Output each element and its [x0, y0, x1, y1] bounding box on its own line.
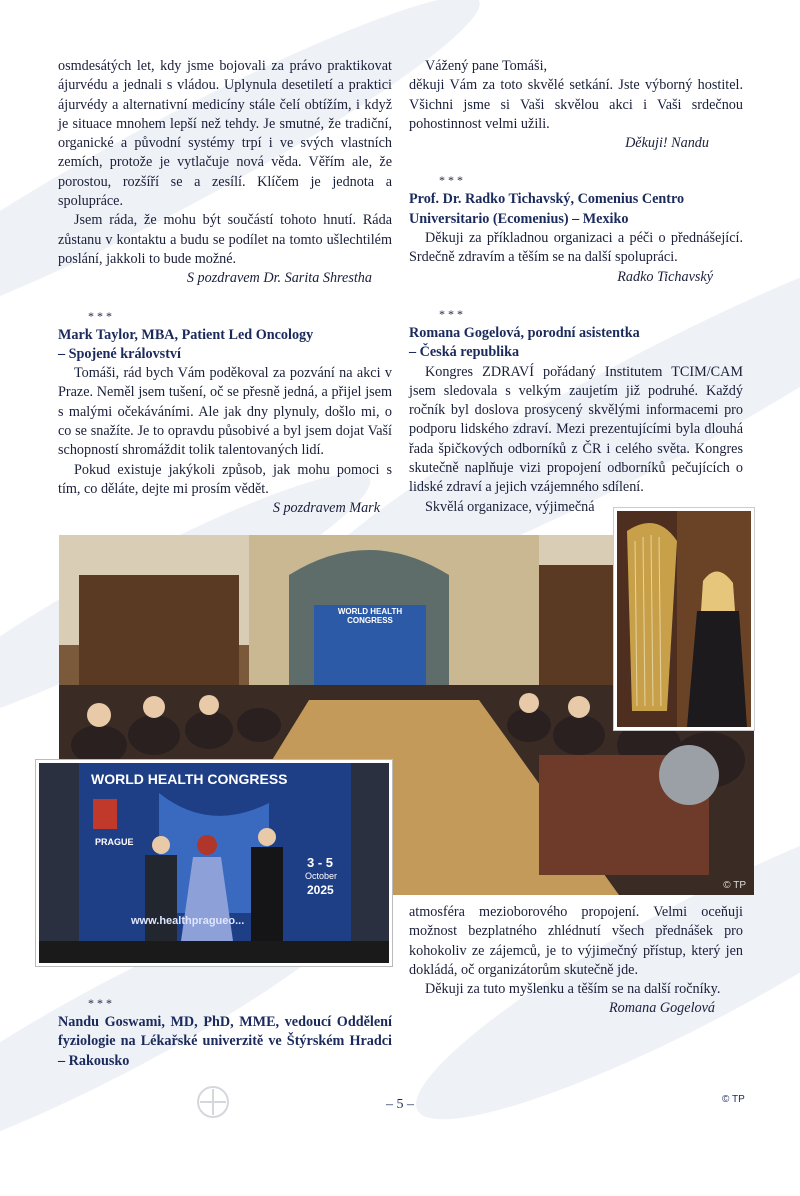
stage-banner-dates: 3 - 5 — [307, 855, 334, 870]
body-paragraph: děkuji Vám za toto skvělé setkání. Jste výborný hostitel. Všichni jsme si Vaši skvělou akci i Vaši srdečnou pohostinnost velmi užili. — [409, 77, 743, 132]
hall-banner-text: WORLD HEALTH CONGRESS — [337, 607, 403, 625]
signature: Děkuji! Nandu — [625, 135, 709, 152]
stage-banner-year: 2025 — [307, 883, 334, 897]
body-paragraph: atmosféra mezioborového propojení. Velmi oceňuji možnost bezplatného zhlédnutí všech přednášek pro kohokoliv ze zájemců, je to výjimečný přístup, který jen dokládá, oč organizátorům skutečně jde. — [409, 904, 743, 978]
body-paragraph: Děkuji za tuto myšlenku a těším se na další ročníky. — [425, 981, 721, 998]
section-heading: Mark Taylor, MBA, Patient Led Oncology — [58, 326, 314, 343]
signature: S pozdravem Mark — [272, 500, 380, 517]
signature: S pozdravem Dr. Sarita Shrestha — [186, 270, 372, 287]
stage-banner-city: PRAGUE — [95, 837, 134, 847]
body-paragraph: osmdesátých let, kdy jsme bojovali za právo praktikovat ájurvédu a jednali s vládou. Uplynula desetiletí a praktici ájurvédy a alternativní medicíny stále čelí obtížím, i když je situace mnohem lepší než tehdy. Je smutné, že tradiční, organické a původní systémy trpí i ve svých vlastních zemích, protože je vytlačuje nová věda. Věřím ale, že porostou, rozšíří se a zesílí. Klíčem je jednota a spolupráce. — [58, 58, 392, 210]
signature: Radko Tichavský — [617, 268, 713, 285]
section-heading: – Spojené království — [58, 345, 181, 362]
right-column-top — [409, 57, 743, 517]
section-heading: Romana Gogelová, porodní asistentka — [409, 324, 640, 341]
right-column-bottom — [409, 903, 743, 1019]
body-paragraph: Pokud existuje jakýkoli způsob, jak mohu pomoci s tím, co děláte, dejte mi prosím vědět. — [58, 461, 392, 497]
left-column-top — [58, 57, 392, 519]
body-paragraph: Vážený pane Tomáši, — [425, 58, 548, 74]
photo-copyright: © TP — [723, 880, 746, 891]
harpist-photo — [614, 508, 754, 730]
section-separator: *** — [439, 173, 466, 188]
section-separator: *** — [439, 306, 466, 321]
page-number: – 5 – — [386, 1097, 414, 1112]
section-heading: – Česká republika — [409, 344, 520, 361]
stage-banner-title: WORLD HEALTH CONGRESS — [91, 771, 288, 787]
signature: Romana Gogelová — [609, 1000, 715, 1017]
stage-banner-month: October — [305, 871, 338, 881]
body-paragraph: Jsem ráda, že mohu být součástí tohoto hnutí. Ráda zůstanu v kontaktu a budu se podílet na tomto ušlechtilém poslání, jakkoli to bude možné. — [58, 212, 392, 267]
left-column-bottom — [58, 994, 392, 1071]
stage-photo — [36, 760, 392, 966]
body-paragraph: Skvělá organizace, výjimečná — [425, 498, 595, 515]
body-paragraph: Děkuji za příkladnou organizaci a péči o přednášející. Srdečně zdravím a těším se na další spolupráci. — [409, 230, 743, 266]
footer-copyright: © TP — [722, 1094, 745, 1105]
stage-banner-web: www.healthpragueo... — [131, 915, 245, 927]
section-heading: Prof. Dr. Radko Tichavský, Comenius Centro Universitario (Ecomenius) – Mexiko — [409, 191, 685, 227]
section-separator: *** — [88, 308, 115, 323]
body-paragraph: Tomáši, rád bych Vám poděkoval za pozvání na akci v Praze. Neměl jsem tušení, oč se přesně jedná, a přijel jsem s malými očekáváními. Ale jak dny plynuly, došlo mi, o co se snažíte. Je to opravdu působivé a byl jsem dojat Vaší schopností shromáždit tolik talentovaných lidí. — [58, 365, 392, 459]
section-separator: *** — [88, 996, 115, 1010]
harpist-illustration — [617, 511, 751, 727]
body-paragraph: Kongres ZDRAVÍ pořádaný Institutem TCIM/CAM jsem sledovala s velkým zaujetím již podruhé. Každý ročník byl doslova prosycený skvělými informacemi pro podporu lidského zdraví. Mezi prezentujícími byla dlouhá řada špičkových odborníků z ČR i celého světa. Kongres skutečně naplňuje vizi propojení odborníků pečujících o lidské zdraví a jejich vzájemného sdílení. — [409, 363, 743, 496]
section-heading: Nandu Goswami, MD, PhD, MME, vedoucí Oddělení fyziologie na Lékařské univerzitě ve Štýrském Hradci – Rakousko — [58, 1014, 392, 1069]
stage-illustration — [39, 763, 389, 963]
